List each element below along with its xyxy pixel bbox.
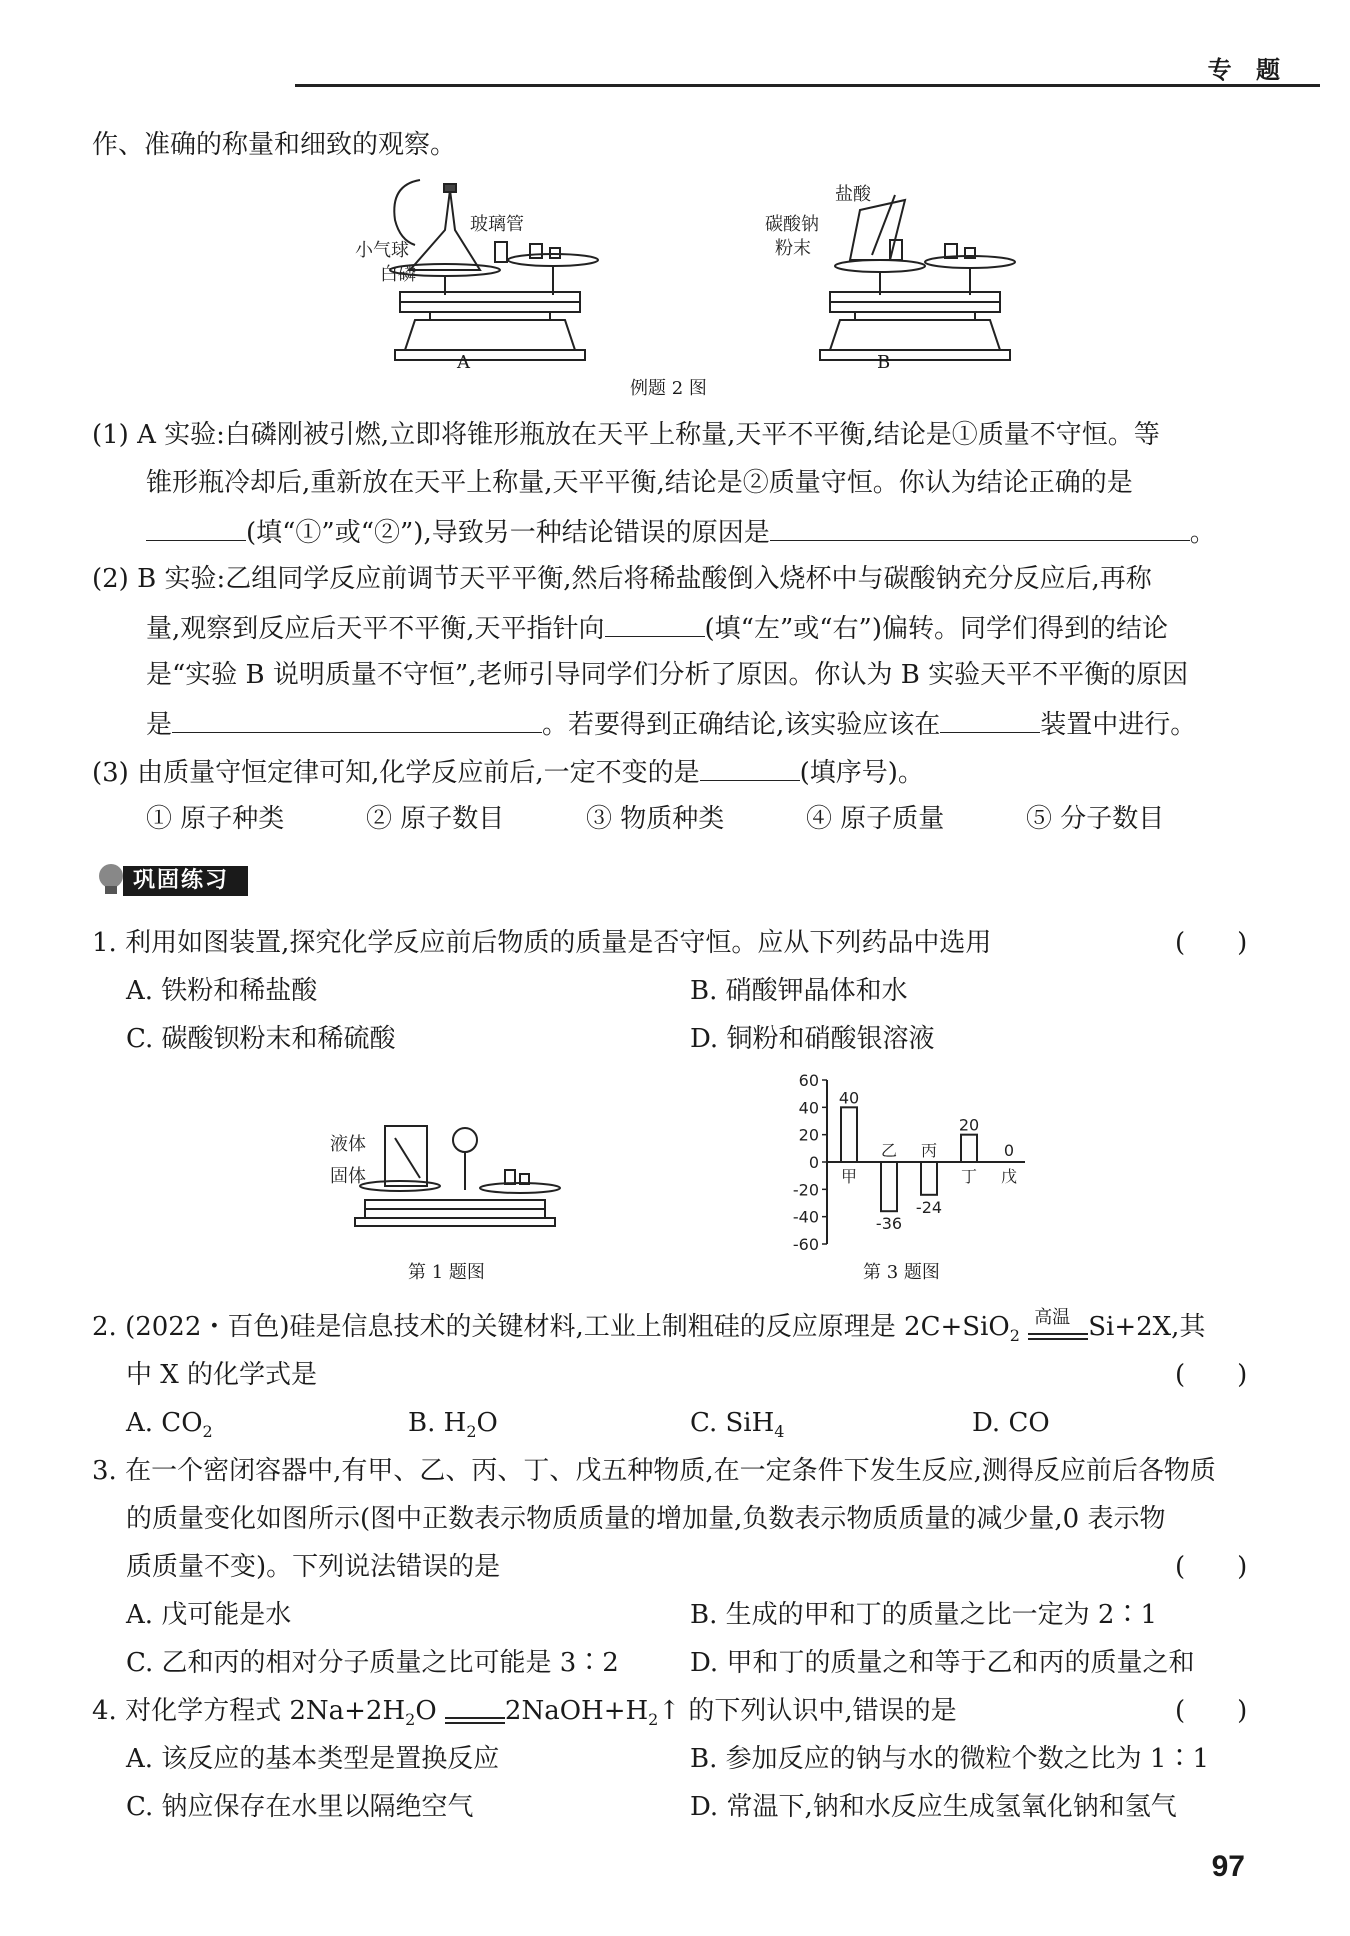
q1-stem: 1. 利用如图装置,探究化学反应前后物质的质量是否守恒。应从下列药品中选用 bbox=[92, 928, 992, 958]
data-label-2: -24 bbox=[915, 1197, 943, 1217]
balance-figure-b bbox=[760, 180, 1020, 380]
equals-sign bbox=[445, 1703, 505, 1737]
data-label-3: 20 bbox=[958, 1115, 980, 1135]
q4-option-b[interactable]: B. 参加反应的钠与水的微粒个数之比为 1∶1 bbox=[690, 1744, 1209, 1774]
q2-option-d[interactable]: D. CO bbox=[972, 1408, 1050, 1438]
q4-bracket: ( ) bbox=[1175, 1696, 1248, 1726]
data-label-4: 0 bbox=[1003, 1141, 1015, 1160]
data-label-1: -36 bbox=[875, 1214, 903, 1234]
category-label-0: 甲 bbox=[840, 1167, 858, 1186]
label-carbonate-2: 粉末 bbox=[775, 238, 811, 259]
label-tube: 玻璃管 bbox=[470, 214, 524, 235]
ex2-q3-opt-1: ① 原子种类 bbox=[146, 804, 285, 834]
q2-option-c[interactable]: C. SiH$_4$ bbox=[690, 1408, 785, 1442]
q2-bracket: ( ) bbox=[1175, 1360, 1248, 1390]
q1-option-b[interactable]: B. 硝酸钾晶体和水 bbox=[690, 976, 908, 1006]
q1-option-d[interactable]: D. 铜粉和硝酸银溶液 bbox=[690, 1024, 935, 1054]
bar-1 bbox=[881, 1162, 897, 1211]
category-label-4: 戊 bbox=[1000, 1167, 1018, 1186]
y-tick-label: -40 bbox=[792, 1207, 819, 1227]
fig-a-letter: A bbox=[457, 352, 470, 373]
q1-fig-caption: 第 1 题图 bbox=[408, 1262, 485, 1283]
q3-mass-change-chart bbox=[785, 1068, 1030, 1263]
lightbulb-icon bbox=[95, 862, 131, 898]
answer-blank[interactable] bbox=[146, 514, 246, 541]
ex2-q3-opt-4: ④ 原子质量 bbox=[806, 804, 945, 834]
bar-0 bbox=[841, 1107, 857, 1162]
ex2-q1-line1: (1) A 实验:白磷刚被引燃,立即将锥形瓶放在天平上称量,天平不平衡,结论是①质量不守恒。等 bbox=[92, 420, 1160, 450]
ex2-q2-line2: 量,观察到反应后天平不平衡,天平指针向 (填“左”或“右”)偏转。同学们得到的结论 bbox=[146, 610, 1168, 646]
ex2-q1-line2: 锥形瓶冷却后,重新放在天平上称量,天平平衡,结论是②质量守恒。你认为结论正确的是 bbox=[146, 468, 1133, 498]
header-rule bbox=[295, 84, 1320, 87]
ex2-q3-line1: (3) 由质量守恒定律可知,化学反应前后,一定不变的是 (填序号)。 bbox=[92, 754, 924, 790]
y-tick-label: 60 bbox=[798, 1071, 819, 1090]
q2-option-b[interactable]: B. $H_2O$ bbox=[408, 1408, 498, 1442]
label-carbonate-1: 碳酸钠 bbox=[765, 214, 819, 235]
answer-blank[interactable] bbox=[605, 610, 705, 637]
bar-2 bbox=[921, 1162, 937, 1195]
intro-text: 作、准确的称量和细致的观察。 bbox=[92, 130, 457, 160]
q1-option-c[interactable]: C. 碳酸钡粉末和稀硫酸 bbox=[126, 1024, 396, 1054]
practice-badge: 巩固练习 bbox=[95, 862, 250, 898]
q2-line2: 中 X 的化学式是 bbox=[126, 1360, 318, 1390]
y-tick-label: 0 bbox=[808, 1153, 819, 1172]
q2-stem: 2. (2022・百色)硅是信息技术的关键材料,工业上制粗硅的反应原理是 2C+SiO$_2$ 高温 Si+2X,其 bbox=[92, 1310, 1205, 1353]
ex2-q1-line3: (填“①”或“②”),导致另一种结论错误的原因是 。 bbox=[146, 514, 1216, 550]
gas-arrow-icon: ↑ bbox=[658, 1696, 681, 1726]
data-label-0: 40 bbox=[838, 1088, 860, 1108]
beaker-shape bbox=[850, 200, 905, 260]
q3-bracket: ( ) bbox=[1175, 1552, 1248, 1582]
q3-option-d[interactable]: D. 甲和丁的质量之和等于乙和丙的质量之和 bbox=[690, 1648, 1195, 1678]
q4-option-c[interactable]: C. 钠应保存在水里以隔绝空气 bbox=[126, 1792, 474, 1822]
label-solid: 固体 bbox=[330, 1166, 366, 1187]
q4-option-d[interactable]: D. 常温下,钠和水反应生成氢氧化钠和氢气 bbox=[690, 1792, 1177, 1822]
ex2-q2-line4: 是 。若要得到正确结论,该实验应该在 装置中进行。 bbox=[146, 706, 1196, 742]
label-liquid: 液体 bbox=[330, 1134, 366, 1155]
answer-blank[interactable] bbox=[172, 706, 542, 733]
q1-balance-figure bbox=[325, 1120, 565, 1255]
q4-option-a[interactable]: A. 该反应的基本类型是置换反应 bbox=[126, 1744, 500, 1774]
q3-fig-caption: 第 3 题图 bbox=[863, 1262, 940, 1283]
ex2-q3-opt-3: ③ 物质种类 bbox=[586, 804, 725, 834]
y-tick-label: -60 bbox=[792, 1235, 819, 1254]
q1-option-a[interactable]: A. 铁粉和稀盐酸 bbox=[126, 976, 318, 1006]
answer-blank[interactable] bbox=[770, 514, 1190, 541]
q4-stem: 4. 对化学方程式 $2Na+2H_2O$ $2NaOH+H_2↑$ 的下列认识中,错误的是 bbox=[92, 1694, 957, 1737]
example2-caption: 例题 2 图 bbox=[630, 378, 707, 399]
balance-figure-a bbox=[340, 170, 600, 380]
y-tick-label: 40 bbox=[798, 1098, 819, 1118]
y-tick-label: 20 bbox=[798, 1125, 819, 1145]
balloon-shape bbox=[394, 180, 420, 245]
fig-b-letter: B bbox=[877, 352, 891, 373]
category-label-3: 丁 bbox=[960, 1167, 978, 1186]
ex2-q2-line1: (2) B 实验:乙组同学反应前调节天平平衡,然后将稀盐酸倒入烧杯中与碳酸钠充分反应后,再称 bbox=[92, 564, 1152, 594]
bar-3 bbox=[961, 1135, 977, 1162]
reaction-condition-arrow: 高温 bbox=[1028, 1319, 1088, 1353]
y-tick-label: -20 bbox=[792, 1180, 819, 1200]
label-acid: 盐酸 bbox=[835, 184, 871, 205]
ex2-q3-opt-5: ⑤ 分子数目 bbox=[1026, 804, 1165, 834]
q3-option-c[interactable]: C. 乙和丙的相对分子质量之比可能是 3∶2 bbox=[126, 1648, 619, 1678]
q3-line3: 质质量不变)。下列说法错误的是 bbox=[126, 1552, 501, 1582]
ex2-q3-opt-2: ② 原子数目 bbox=[366, 804, 505, 834]
section-header: 专 题 bbox=[1207, 56, 1288, 84]
q1-bracket: ( ) bbox=[1175, 928, 1248, 958]
label-balloon: 小气球 bbox=[355, 240, 409, 261]
q3-option-a[interactable]: A. 戊可能是水 bbox=[126, 1600, 292, 1630]
category-label-2: 丙 bbox=[920, 1141, 938, 1160]
answer-blank[interactable] bbox=[940, 706, 1040, 733]
label-phosphorus: 白磷 bbox=[380, 264, 416, 285]
answer-blank[interactable] bbox=[700, 754, 800, 781]
q2-option-a[interactable]: A. $CO_2$ bbox=[126, 1408, 213, 1442]
q3-line1: 3. 在一个密闭容器中,有甲、乙、丙、丁、戊五种物质,在一定条件下发生反应,测得反应前后各物质 bbox=[92, 1456, 1216, 1486]
q3-line2: 的质量变化如图所示(图中正数表示物质质量的增加量,负数表示物质质量的减少量,0 表示物 bbox=[126, 1504, 1166, 1534]
page-number: 97 bbox=[1211, 1850, 1245, 1883]
q3-option-b[interactable]: B. 生成的甲和丁的质量之比一定为 2∶1 bbox=[690, 1600, 1157, 1630]
ex2-q2-line3: 是“实验 B 说明质量不守恒”,老师引导同学们分析了原因。你认为 B 实验天平不平衡的原因 bbox=[146, 660, 1189, 690]
category-label-1: 乙 bbox=[880, 1141, 898, 1160]
